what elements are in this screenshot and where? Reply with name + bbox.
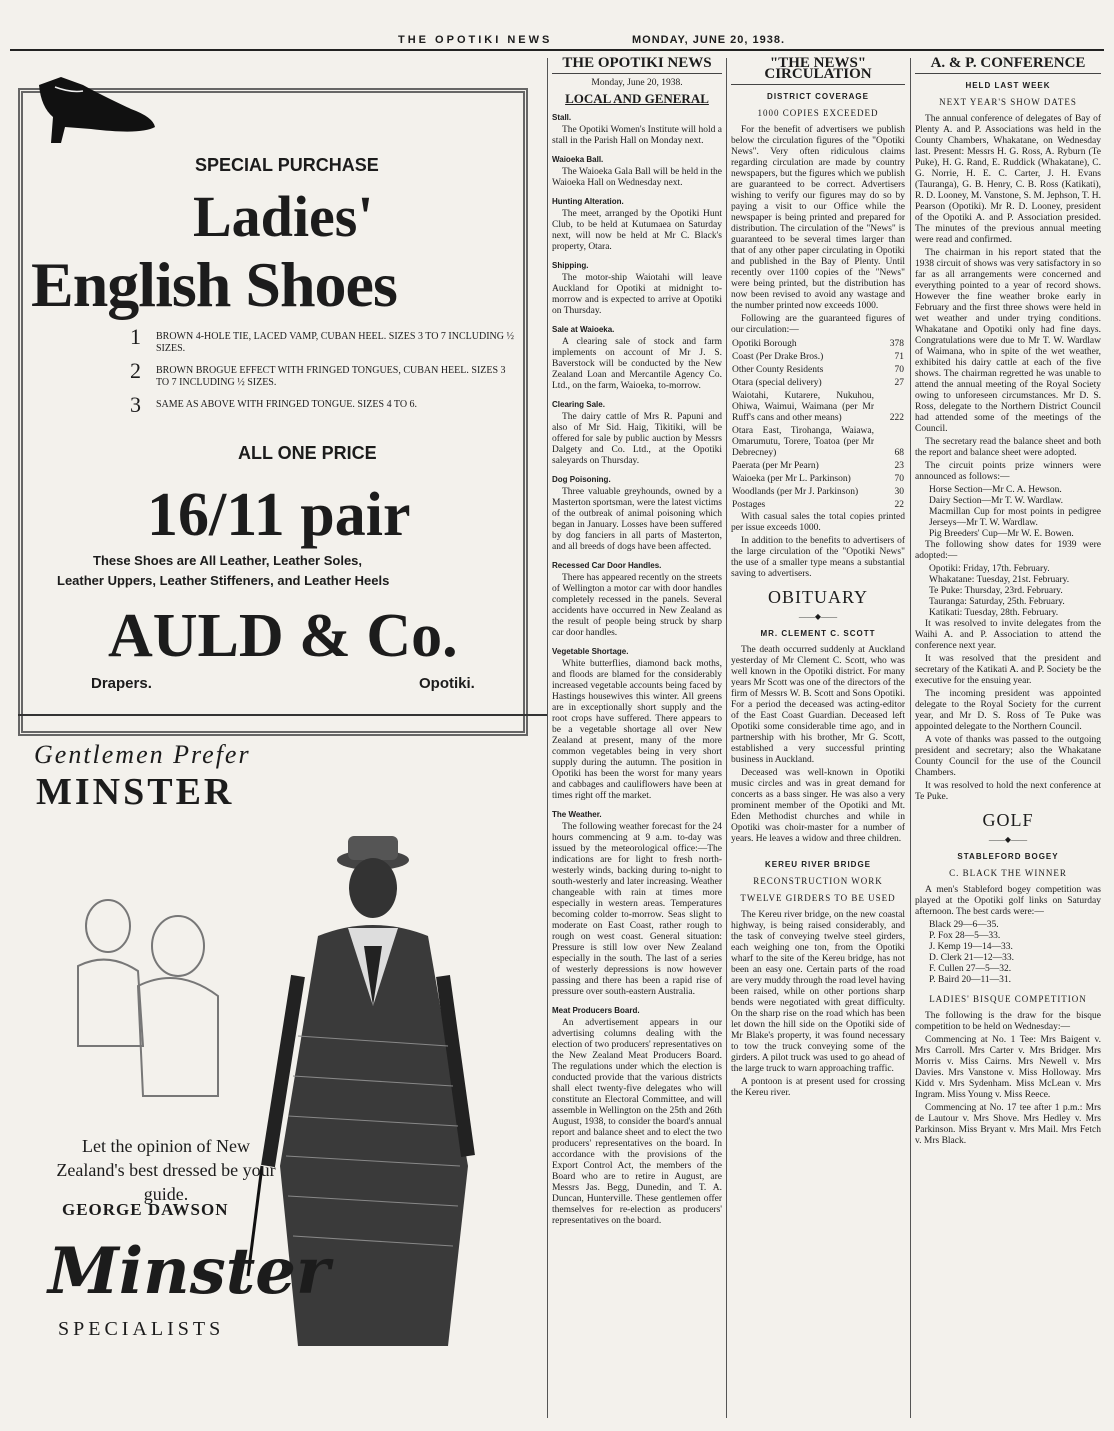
- table-row: [731, 460, 905, 473]
- paragraph: It was resolved that the president and secretary of the Katikati A. and P. Society be the executive for the ensuing year.: [915, 654, 1101, 686]
- place: Waiotahi, Kutarere, Nukuhou, Ohiwa, Waimui, Waimana (per Mr Ruff's cans and other means): [732, 391, 874, 423]
- bridge-title: KEREU RIVER BRIDGE: [764, 860, 871, 869]
- circulation-table: [731, 338, 905, 512]
- paragraph: The circuit points prize winners were announced as follows:—: [915, 461, 1101, 482]
- item-body: A clearing sale of stock and farm implements on account of Mr J. S. Baverstock will be conducted by the New Zealand Loan and Mercantile Agency Co. Ltd., on the farm, Waioeka, to-morrow.: [552, 337, 722, 391]
- bridge-sub-2: TWELVE GIRDERS TO BE USED: [740, 893, 896, 903]
- count: 70: [894, 474, 904, 484]
- column-rule: [910, 58, 911, 1418]
- item-heading: Meat Producers Board.: [552, 1006, 640, 1015]
- masthead-date: MONDAY, JUNE 20, 1938.: [632, 34, 786, 46]
- list-item: Horse Section—Mr C. A. Hewson.: [929, 485, 1062, 495]
- list-item: Black 29—6—35.: [929, 920, 999, 930]
- ladies-shoe-icon: [31, 63, 161, 143]
- column-rule: [726, 58, 727, 1418]
- paragraph: Following are the guaranteed figures of our circulation:—: [731, 314, 905, 335]
- count: 70: [894, 365, 904, 375]
- paragraph: Commencing at No. 1 Tee: Mrs Baigent v. Mrs Carroll. Mrs Carter v. Mrs Bridger. Mrs Morris v. Miss Cairns. Mrs Newell v. Mrs Davies. Mrs Vanstone v. Miss Holloway. Mrs Kidd v. Mrs Sydenham. Miss McLean v. Mrs Ingram. Miss Young v. Miss Reece.: [915, 1035, 1101, 1100]
- item-body: There has appeared recently on the streets of Wellington a motor car with door handles completely recessed in the panels. Several accidents have occurred in New Zealand as the result of people being struck by sharp car door handles.: [552, 573, 722, 638]
- place: Coast (Per Drake Bros.): [732, 352, 824, 362]
- item-body: The dairy cattle of Mrs R. Papuni and also of Mr Sid. Haig, Tikitiki, will be offered for sale by public auction by Messrs Dalgety and Co. Ltd., at the Opotiki saleyards on Thursday.: [552, 412, 722, 466]
- list-item: J. Kemp 19—14—33.: [929, 942, 1013, 952]
- place: Woodlands (per Mr J. Parkinson): [732, 487, 859, 497]
- item-heading: Vegetable Shortage.: [552, 647, 629, 656]
- top-rule: [10, 49, 1104, 51]
- item-text: BROWN 4-HOLE TIE, LACED VAMP, CUBAN HEEL. SIZES 3 TO 7 INCLUDING ½ SIZES.: [156, 331, 514, 354]
- paragraph: The annual conference of delegates of Bay of Plenty A. and P. Associations was held in the County Chambers, Whakatane, on Wednesday last. Present: Messrs H. G. Ross, A. Ryburn (Te Puke), H. G. Rand, E. Ruddick (Whakatane), C. G. Norrie, H. E. C. Carter, J. H. Evans (Tauranga), G. B. Henry, C. B. Ross (Katikati), R. D. Looney, M. Vanstone, S. M. Jephson, T. H. Pearson (Opotiki). Mr R. D. Looney, president of the Opotiki A. and P. Association presided. The minutes of the previous annual meeting were read and confirmed.: [915, 114, 1101, 245]
- obituary-name: MR. CLEMENT C. SCOTT: [760, 629, 876, 638]
- item-body: The meet, arranged by the Opotiki Hunt Club, to be held at Kutumaea on Saturday next, will now be held at Mr C. Black's property, Otara.: [552, 209, 722, 252]
- item-body: The Waioeka Gala Ball will be held in the Waioeka Hall on Wednesday next.: [552, 167, 722, 188]
- ladies-heading: Ladies': [193, 184, 374, 249]
- list-item: Katikati: Tuesday, 28th. February.: [929, 608, 1059, 618]
- item-heading: Hunting Alteration.: [552, 197, 624, 206]
- place: Paerata (per Mr Pearn): [732, 461, 819, 471]
- count: 23: [894, 461, 904, 471]
- section-title: LOCAL AND GENERAL: [565, 91, 709, 106]
- table-row: [731, 364, 905, 377]
- winners-list: [915, 485, 1101, 540]
- shoe-item: [118, 392, 518, 417]
- item-heading: Stall.: [552, 113, 572, 122]
- item-body: The Opotiki Women's Institute will hold a stall in the Parish Hall on Monday next.: [552, 125, 722, 146]
- table-row: [731, 390, 905, 425]
- item-body: An advertisement appears in our advertising columns dealing with the election of two producers' representatives on the New Zealand Meat Producers Board. The regulations under which the election is conducted provide that the various districts shall elect twenty-five delegates who will constitute an Electoral Committee, and will assemble in Wellington on the 25th and 26th August, 1938, to consider the board's annual report and balance sheet and to elect the two producers' representatives on the board. In accordance with the provisions of the Export Control Act, the members of the Board who are to retire in August, are Messrs Jas. Begg, Dunedin, and T. A. Duncan, Hunterville. These gentlemen offer themselves for re-election as producers' representatives on the board.: [552, 1018, 722, 1226]
- golf-title: GOLF: [982, 810, 1034, 830]
- paragraph: With casual sales the total copies printed per issue exceeds 1000.: [731, 512, 905, 533]
- shoe-list: [118, 324, 518, 421]
- drapers-label: Drapers.: [91, 675, 152, 692]
- table-row: [731, 486, 905, 499]
- list-item: P. Fox 28—5—33.: [929, 931, 1001, 941]
- paragraph: The secretary read the balance sheet and both the report and balance sheet were adopted.: [915, 437, 1101, 458]
- bisque-title: LADIES' BISQUE COMPETITION: [929, 994, 1087, 1004]
- item-body: The following weather forecast for the 24 hours commencing at 9 a.m. to-day was issued by the meteorological office:—The indications are for light to fresh north-westerly winds, backing during to-night to south-westerly and later increasing. Weather changeable with rain at times more especially in western areas. Temperatures becoming colder to-morrow. Seas slight to moderate on East Coast, rather rough to rough on west coast. General situation: Pressure is still low over New Zealand especially in the south. The last of a series of westerly depressions is now however passing and there has been a rapid rise of pressure over south-eastern Australia.: [552, 822, 722, 997]
- item-heading: Recessed Car Door Handles.: [552, 561, 662, 570]
- conference-column: [915, 55, 1101, 1149]
- circulation-sub: DISTRICT COVERAGE: [767, 92, 869, 101]
- paragraph: The death occurred suddenly at Auckland yesterday of Mr Clement C. Scott, who was well known in the Opotiki district. For many years Mr Scott was one of the directors of the firm of Messrs W. B. Scott and Sons Opotiki. For a period the deceased was acting-editor of the East Coast Guardian. Deceased left Opotiki some considerable time ago, and in partnership with his brother, Mr G. Scott, established a very successful printing business in Auckland.: [731, 645, 905, 765]
- item-heading: Dog Poisoning.: [552, 475, 611, 484]
- dateline: Monday, June 20, 1938.: [591, 78, 683, 88]
- place: Other County Residents: [732, 365, 824, 375]
- specialists-label: SPECIALISTS: [58, 1318, 225, 1340]
- list-item: Tauranga: Saturday, 25th. February.: [929, 597, 1065, 607]
- paragraph: For the benefit of advertisers we publish below the circulation figures of the "Opotiki News". Very often ridiculous claims regarding circulation are made by country newspapers, but the figures which we publish are guaranteed to be correct. Advertisers wishing to verify our figures may do so by paying a visit to our Office while the newspaper is being printed and prepared for distribution. The circulation of the "News" is guaranteed to be several times larger than that of any other paper circulating in Opotiki and published in the Bay of Plenty. Until recently over 1100 copies of the "News" were being printed, but the distribution has now been revised to avoid any wastage and the number printed now exceeds 1000.: [731, 125, 905, 311]
- obituary-title: OBITUARY: [767, 587, 868, 607]
- item-heading: Sale at Waioeka.: [552, 325, 615, 334]
- place: Waioeka (per Mr L. Parkinson): [732, 474, 851, 484]
- golf-cards-list: [915, 920, 1101, 986]
- list-item: Whakatane: Tuesday, 21st. February.: [929, 575, 1070, 585]
- table-row: [731, 351, 905, 364]
- shoe-item: [118, 358, 518, 389]
- list-item: Pig Breeders' Cup—Mr W. E. Bowen.: [929, 529, 1074, 539]
- list-item: F. Cullen 27—5—32.: [929, 964, 1012, 974]
- count: 68: [894, 448, 904, 458]
- item-heading: The Weather.: [552, 810, 602, 819]
- golf-sub-2: C. BLACK THE WINNER: [949, 868, 1067, 878]
- price: 16/11 pair: [147, 481, 411, 549]
- town-label: Opotiki.: [419, 675, 475, 692]
- paragraph: It was resolved to invite delegates from the Waihi A. and P. Association to attend the conference next year.: [915, 619, 1101, 651]
- paragraph: The incoming president was appointed delegate to the Royal Society for the current year, and Mr D. S. Ross of Te Puke was appointed delegate to the Northern Council.: [915, 689, 1101, 732]
- count: 22: [894, 500, 904, 510]
- shoes-advertisement: [18, 88, 528, 736]
- item-heading: Clearing Sale.: [552, 400, 605, 409]
- list-item: Opotiki: Friday, 17th. February.: [929, 564, 1050, 574]
- paragraph: It was resolved to hold the next conference at Te Puke.: [915, 781, 1101, 802]
- description-line-2: Leather Uppers, Leather Stiffeners, and Leather Heels: [57, 573, 390, 588]
- paragraph: The chairman in his report stated that the 1938 circuit of shows was very satisfactory in so far as all arrangements were concerned and everything pointed to a year of record shows. However the fine weather broke early in February and the first three shows were held in wet weather and under trying conditions. Whakatane and Opotiki only had fine days. Congratulations were due to Mr T. W. Wardlaw of Waimana, who in spite of the wet weather, exhibited his dairy cattle at each of the five shows. The chairman regretted he was unable to attend the annual meeting of the Royal Society owing to unforeseen circumstances. Mr D. S. Ross, delegate to the Northern District Council had attended some of the meetings of the Council.: [915, 248, 1101, 434]
- ornament-divider: ——◆——: [798, 612, 838, 621]
- item-text: BROWN BROGUE EFFECT WITH FRINGED TONGUES, CUBAN HEEL. SIZES 3 TO 7 INCLUDING ½ SIZES.: [156, 365, 506, 388]
- item-number: 1: [130, 324, 141, 349]
- list-item: Dairy Section—Mr T. W. Wardlaw.: [929, 496, 1063, 506]
- count: 378: [889, 339, 904, 349]
- retailer-name: GEORGE DAWSON: [62, 1200, 229, 1219]
- opinion-text: Let the opinion of New Zealand's best dressed be your guide.: [56, 1136, 276, 1204]
- masthead: [10, 34, 1104, 50]
- item-number: 3: [130, 392, 141, 417]
- conference-sub-2: NEXT YEAR'S SHOW DATES: [939, 97, 1077, 107]
- paragraph: A vote of thanks was passed to the outgoing president and secretary; also the Whakatane County Council for the use of the Council Chambers.: [915, 735, 1101, 778]
- item-body: The motor-ship Waiotahi will leave Auckland for Opotiki at midnight to-morrow and is expected to arrive at Opotiki on Thursday.: [552, 273, 722, 316]
- paragraph: The following show dates for 1939 were adopted:—: [915, 540, 1101, 561]
- count: 27: [894, 378, 904, 388]
- item-body: Three valuable greyhounds, owned by a Masterton sportsman, were the latest victims of the outbreak of animal poisoning which began in January. Losses have been suffered by dog fanciers in all parts of Masterton, and all breeds of dogs have been affected.: [552, 487, 722, 552]
- masthead-paper: THE OPOTIKI NEWS: [398, 34, 553, 46]
- paragraph: Commencing at No. 17 tee after 1 p.m.: Mrs de Lautour v. Mrs Shove. Mrs Hedley v. Mrs Parkinson. Miss Bryant v. Mrs Mail. Mrs Fetch v. Mrs Black.: [915, 1103, 1101, 1146]
- table-row: [731, 377, 905, 390]
- golf-sub: STABLEFORD BOGEY: [957, 852, 1059, 861]
- shoe-item: [118, 324, 518, 355]
- item-heading: Shipping.: [552, 261, 589, 270]
- local-general-column: [552, 55, 722, 1229]
- bridge-sub: RECONSTRUCTION WORK: [753, 876, 883, 886]
- count: 222: [889, 413, 904, 423]
- place: Otara East, Tirohanga, Waiawa, Omarumutu, Torere, Toatoa (per Mr Debrecney): [732, 426, 874, 458]
- item-number: 2: [130, 358, 141, 383]
- item-heading: Waioeka Ball.: [552, 155, 604, 164]
- item-body: White butterflies, diamond back moths, and floods are blamed for the considerably increased vegetable accounts being faced by Hastings housewives this winter. All greens are in exceptionally short supply and the root crops have suffered. There appears to be a vegetable shortage all over New Zealand at present, many of the more common vegetables being in very short supply during the autumn. The position in Opotiki has been the worst for many years and cabbages and cauliflowers have been at times right off the market.: [552, 659, 722, 801]
- list-item: Te Puke: Thursday, 23rd. February.: [929, 586, 1063, 596]
- list-item: P. Baird 20—11—31.: [929, 975, 1011, 985]
- show-dates-list: [915, 564, 1101, 619]
- column-rule: [547, 58, 548, 1418]
- advertisements-column: [18, 58, 538, 1428]
- conference-title: A. & P. CONFERENCE: [915, 58, 1101, 74]
- conference-sub: HELD LAST WEEK: [965, 81, 1051, 90]
- paragraph: In addition to the benefits to advertisers of the large circulation of the "Opotiki News" the use of a smaller type means a substantial saving to advertisers.: [731, 536, 905, 579]
- paragraph: A pontoon is at present used for crossing the Kereu river.: [731, 1077, 905, 1098]
- all-one-price: ALL ONE PRICE: [238, 443, 377, 463]
- list-item: D. Clerk 21—12—33.: [929, 953, 1014, 963]
- divider: [18, 714, 548, 716]
- table-row: [731, 499, 905, 512]
- table-row: [731, 338, 905, 351]
- table-row: [731, 425, 905, 460]
- ornament-divider: ——◆——: [988, 835, 1028, 844]
- circulation-title: "THE NEWS" CIRCULATION: [731, 58, 905, 85]
- paragraph: The Kereu river bridge, on the new coastal highway, is being raised considerably, and the task of conveying twelve steel girders, each weighing one ton, from the Opotiki wharf to the site of the Kereu bridge, has not been an easy one. Certain parts of the road are very muddy through the road level having been raised, while on other portions sharp bends were negotiated with great difficulty. On the sharp rise on the road which has been let down the hill side on the Opotiki side of Mr Blake's property, it was found necessary to tow the truck conveying some of the girders. A pilot truck was used to go ahead of the large truck to warn approaching traffic.: [731, 910, 905, 1074]
- place: Postages: [732, 500, 766, 510]
- english-shoes-heading: English Shoes: [31, 249, 397, 320]
- company-name: AULD & Co.: [108, 602, 458, 670]
- minster-script-logo: Minster: [48, 1234, 330, 1309]
- table-row: [731, 473, 905, 486]
- special-purchase-heading: SPECIAL PURCHASE: [195, 155, 379, 175]
- count: 71: [894, 352, 904, 362]
- list-item: Macmillan Cup for most points in pedigree Jerseys—Mr T. W. Wardlaw.: [929, 507, 1101, 528]
- paragraph: Deceased was well-known in Opotiki music circles and was in great demand for concerts as a bass singer. He was also a very prominent member of the Opotiki and Mt. Eden Methodist churches and while in Opotiki was choir-master for a number of years. He leaves a widow and three children.: [731, 768, 905, 844]
- minster-brand: MINSTER: [36, 771, 235, 813]
- paper-title: THE OPOTIKI NEWS: [552, 58, 722, 74]
- circulation-column: [731, 55, 905, 1101]
- minster-tagline: Gentlemen Prefer: [34, 740, 251, 769]
- description-line-1: These Shoes are All Leather, Leather Soles,: [93, 553, 363, 568]
- circulation-sub-2: 1000 COPIES EXCEEDED: [757, 108, 879, 118]
- count: 30: [894, 487, 904, 497]
- item-text: SAME AS ABOVE WITH FRINGED TONGUE. SIZES 4 TO 6.: [156, 399, 418, 410]
- place: Opotiki Borough: [732, 339, 797, 349]
- paragraph: The following is the draw for the bisque competition to be held on Wednesday:—: [915, 1011, 1101, 1032]
- place: Otara (special delivery): [732, 378, 822, 388]
- minster-advertisement: [18, 726, 538, 1426]
- paragraph: A men's Stableford bogey competition was played at the Opotiki golf links on Saturday afternoon. The best cards were:—: [915, 885, 1101, 917]
